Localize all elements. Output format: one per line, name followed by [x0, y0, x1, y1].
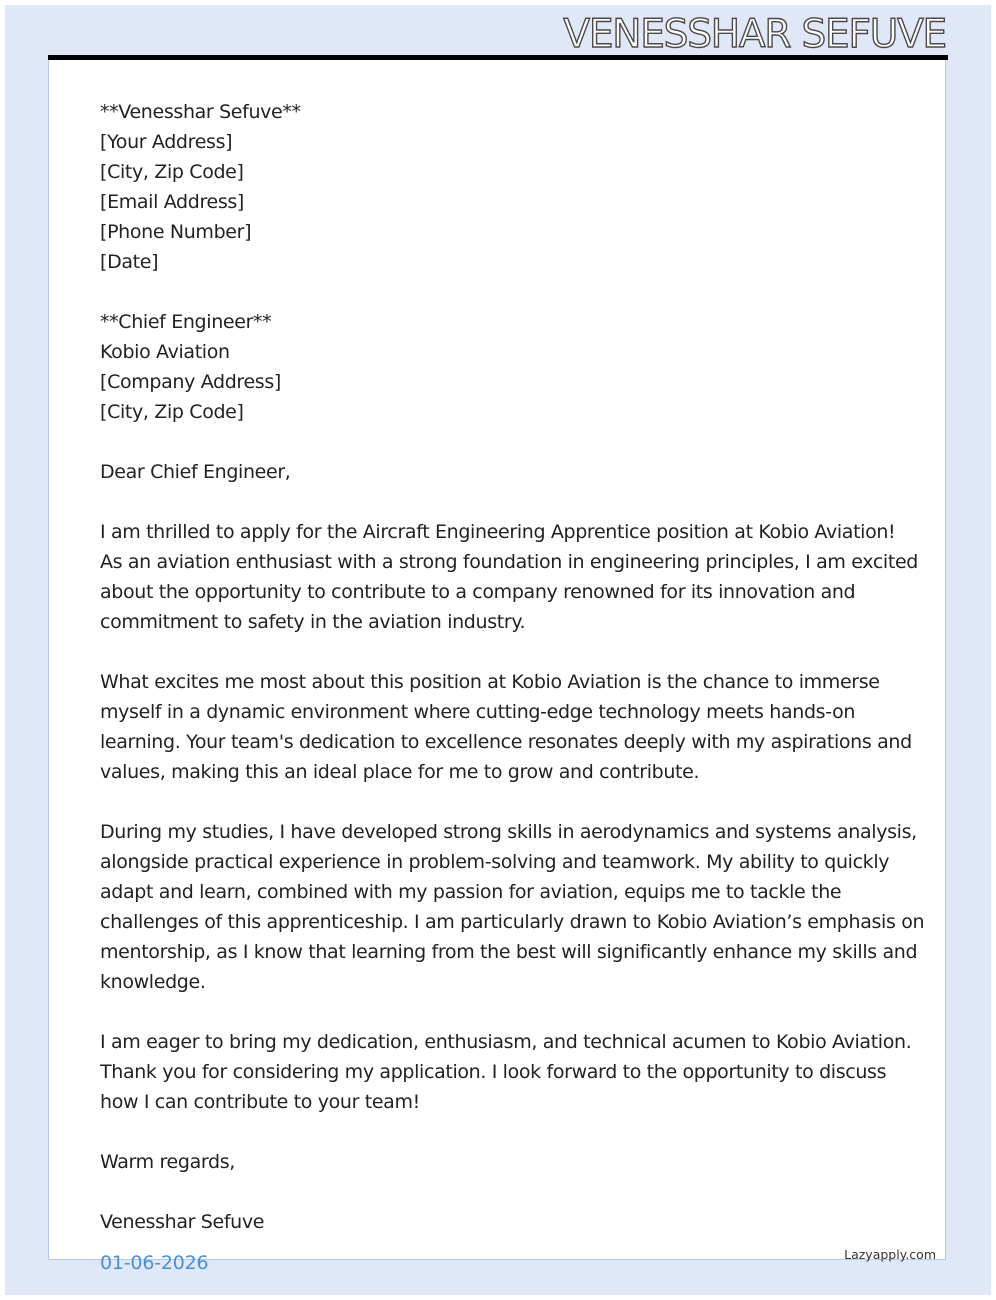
recipient-company: Kobio Aviation: [100, 341, 230, 363]
letter-body: [100, 97, 925, 1237]
paragraph-line: During my studies, I have developed strong skills in aerodynamics and systems analysis,: [100, 821, 917, 843]
paragraph-line: I am eager to bring my dedication, enthusiasm, and technical acumen to Kobio Aviation.: [100, 1031, 912, 1053]
salutation: Dear Chief Engineer,: [100, 461, 291, 483]
paragraph-line: myself in a dynamic environment where cutting-edge technology meets hands-on: [100, 701, 856, 723]
paragraph-line: values, making this an ideal place for me to grow and contribute.: [100, 761, 700, 783]
paragraph-line: knowledge.: [100, 971, 206, 993]
recipient-block: [100, 307, 900, 427]
paragraph-line: Thank you for considering my application. I look forward to the opportunity to discuss: [100, 1061, 887, 1083]
paragraph-line: What excites me most about this position at Kobio Aviation is the chance to immerse: [100, 671, 880, 693]
sender-name: **Venesshar Sefuve**: [100, 101, 301, 123]
closing-block: [100, 1147, 900, 1177]
header-name: VENESSHAR SEFUVE: [563, 12, 946, 57]
body-paragraph-3: [100, 817, 925, 997]
paragraph-line: adapt and learn, combined with my passion for aviation, equips me to tackle the: [100, 881, 842, 903]
body-paragraph-4: [100, 1027, 912, 1117]
paragraph-line: challenges of this apprenticeship. I am particularly drawn to Kobio Aviation’s emphasis on: [100, 911, 925, 933]
sender-email: [Email Address]: [100, 191, 244, 213]
sender-phone: [Phone Number]: [100, 221, 252, 243]
body-paragraph-1: [100, 517, 918, 637]
footer-date: 01-06-2026: [100, 1252, 209, 1274]
paragraph-line: how I can contribute to your team!: [100, 1091, 420, 1113]
paragraph-line: alongside practical experience in problem-solving and teamwork. My ability to quickly: [100, 851, 890, 873]
sender-block: [100, 97, 900, 277]
salutation-block: [100, 457, 900, 487]
paragraph-line: commitment to safety in the aviation industry.: [100, 611, 526, 633]
signature: Venesshar Sefuve: [100, 1211, 265, 1233]
recipient-title: **Chief Engineer**: [100, 311, 272, 333]
paragraph-line: learning. Your team's dedication to excellence resonates deeply with my aspirations and: [100, 731, 912, 753]
paragraph-line: about the opportunity to contribute to a company renowned for its innovation and: [100, 581, 856, 603]
paragraph-line: mentorship, as I know that learning from the best will significantly enhance my skills and: [100, 941, 918, 963]
body-paragraph-2: [100, 667, 912, 787]
sender-date: [Date]: [100, 251, 159, 273]
paragraph-line: As an aviation enthusiast with a strong foundation in engineering principles, I am excited: [100, 551, 918, 573]
recipient-address: [Company Address]: [100, 371, 281, 393]
signature-block: [100, 1207, 900, 1237]
recipient-city-zip: [City, Zip Code]: [100, 401, 244, 423]
closing: Warm regards,: [100, 1151, 235, 1173]
watermark: Lazyapply.com: [844, 1247, 936, 1262]
sender-address: [Your Address]: [100, 131, 233, 153]
sender-city-zip: [City, Zip Code]: [100, 161, 244, 183]
paragraph-line: I am thrilled to apply for the Aircraft Engineering Apprentice position at Kobio Aviation!: [100, 521, 896, 543]
